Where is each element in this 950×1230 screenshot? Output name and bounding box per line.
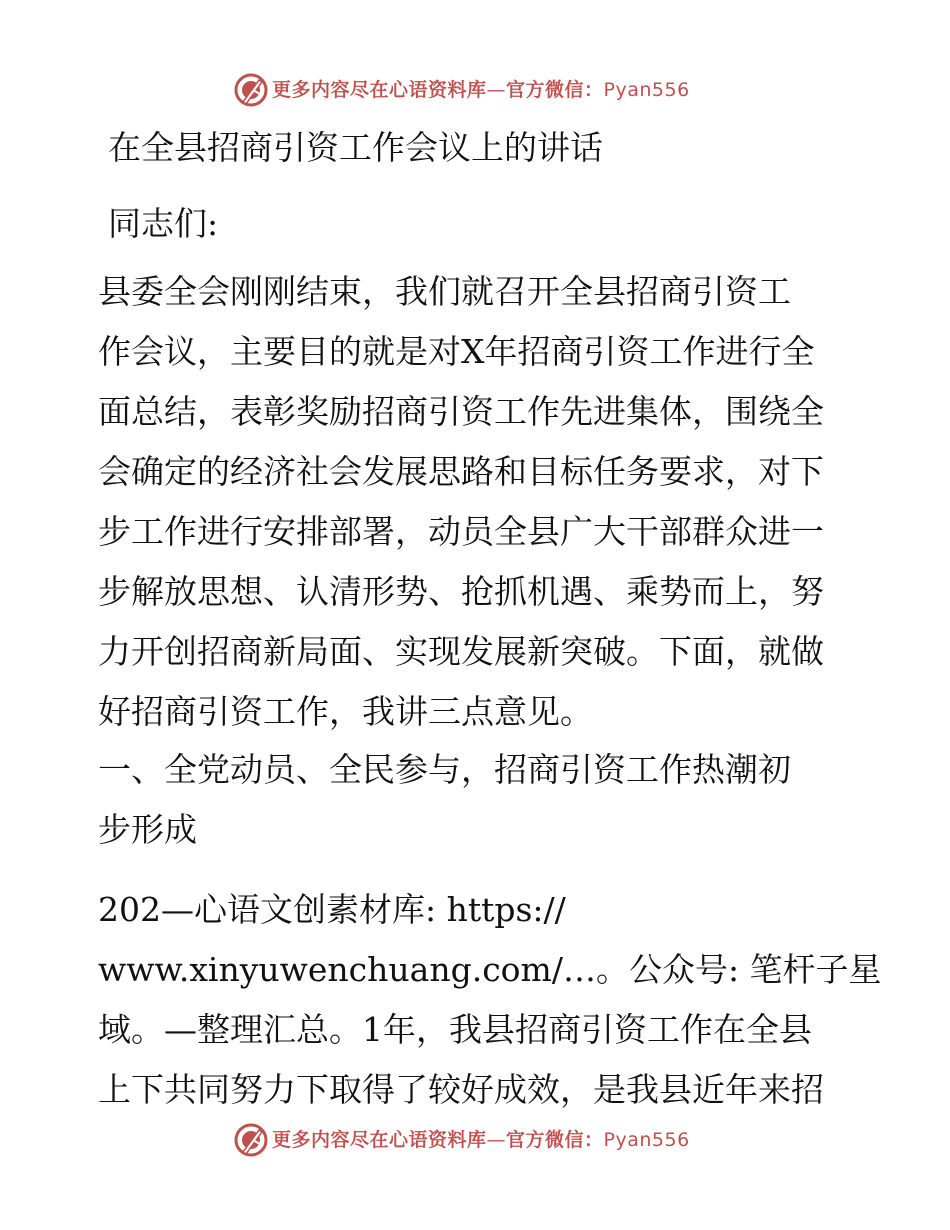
quill-seal-logo-icon: [233, 1122, 269, 1158]
banner-main-text: 更多内容尽在心语资料库: [272, 1129, 487, 1151]
paragraph-line: 会确定的经济社会发展思路和目标任务要求，对下: [98, 452, 824, 491]
footer-banner: [0, 1118, 950, 1162]
banner-wechat-label: 官方微信：: [506, 1129, 604, 1151]
banner-wechat-id: Pyan556: [603, 79, 690, 101]
section-heading-one: [98, 740, 858, 860]
paragraph-line: 作会议，主要目的就是对X年招商引资工作进行全: [98, 332, 815, 371]
paragraph-line: 好招商引资工作，我讲三点意见。: [98, 692, 593, 731]
banner-main-text: 更多内容尽在心语资料库: [272, 79, 487, 101]
paragraph-line: 面总结，表彰奖励招商引资工作先进集体，围绕全: [98, 392, 824, 431]
heading-line: 一、全党动员、全民参与，招商引资工作热潮初: [98, 750, 791, 789]
document-title: 在全县招商引资工作会议上的讲话: [108, 128, 603, 167]
paragraph-intro: [98, 262, 858, 742]
paragraph-line: 域。—整理汇总。1年，我县招商引资工作在全县: [98, 1010, 812, 1049]
quill-seal-logo-icon: [233, 72, 269, 108]
paragraph-line: www.xinyuwenchuang.com/…。公众号: 笔杆子星: [98, 950, 882, 989]
paragraph-line: 县委全会刚刚结束，我们就召开全县招商引资工: [98, 272, 791, 311]
banner-dash: —: [486, 1129, 507, 1151]
paragraph-body: [98, 880, 882, 1120]
banner-dash: —: [486, 79, 507, 101]
heading-line: 步形成: [98, 810, 197, 849]
banner-text: [272, 1127, 690, 1153]
salutation: 同志们:: [108, 204, 219, 243]
header-banner: [0, 68, 950, 112]
paragraph-line: 力开创招商新局面、实现发展新突破。下面，就做: [98, 632, 824, 671]
paragraph-line: 步解放思想、认清形势、抢抓机遇、乘势而上，努: [98, 572, 824, 611]
paragraph-line: 上下共同努力下取得了较好成效，是我县近年来招: [98, 1070, 824, 1109]
banner-wechat-id: Pyan556: [603, 1129, 690, 1151]
banner-wechat-label: 官方微信：: [506, 79, 604, 101]
banner-text: [272, 77, 690, 103]
paragraph-line: 步工作进行安排部署，动员全县广大干部群众进一: [98, 512, 824, 551]
paragraph-line: 202—心语文创素材库: https://: [98, 890, 566, 929]
